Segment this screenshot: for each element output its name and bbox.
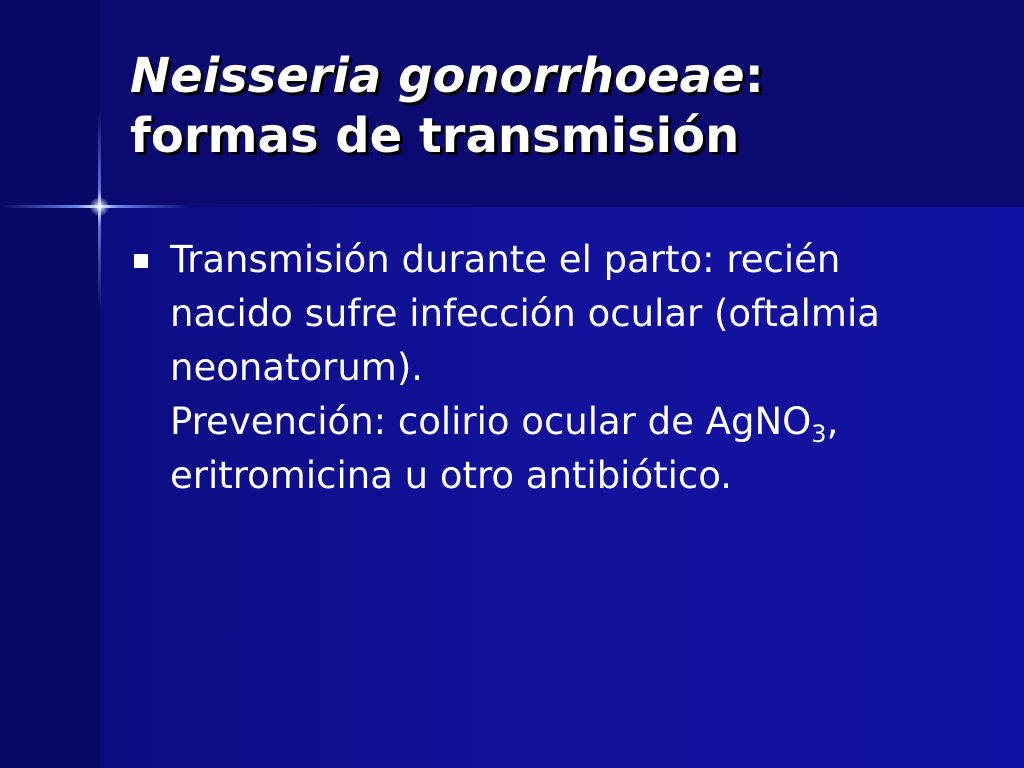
subscript-three: 3 (811, 420, 827, 448)
prevention-text: Prevención: colirio ocular de AgNO (170, 400, 812, 443)
title-species-name: Neisseria gonorrhoeae (130, 48, 745, 104)
bullet-line-3: neonatorum). (170, 346, 424, 389)
slide-title (130, 46, 990, 166)
title-colon: : (744, 48, 764, 104)
title-subtitle: formas de transmisión (130, 108, 740, 164)
slide-body (130, 233, 990, 503)
bullet-item (130, 233, 990, 503)
prevention-comma: , (826, 400, 839, 443)
antibiotic-line: eritromicina u otro antibiótico. (170, 454, 732, 497)
square-bullet-icon (134, 254, 148, 268)
sparkle-star-icon (90, 197, 109, 216)
bullet-line-2: nacido sufre infección ocular (oftalmia (170, 292, 880, 335)
bullet-line-1: Transmisión durante el parto: recién (170, 238, 841, 281)
left-panel (0, 0, 100, 768)
prevention-line (170, 395, 990, 449)
